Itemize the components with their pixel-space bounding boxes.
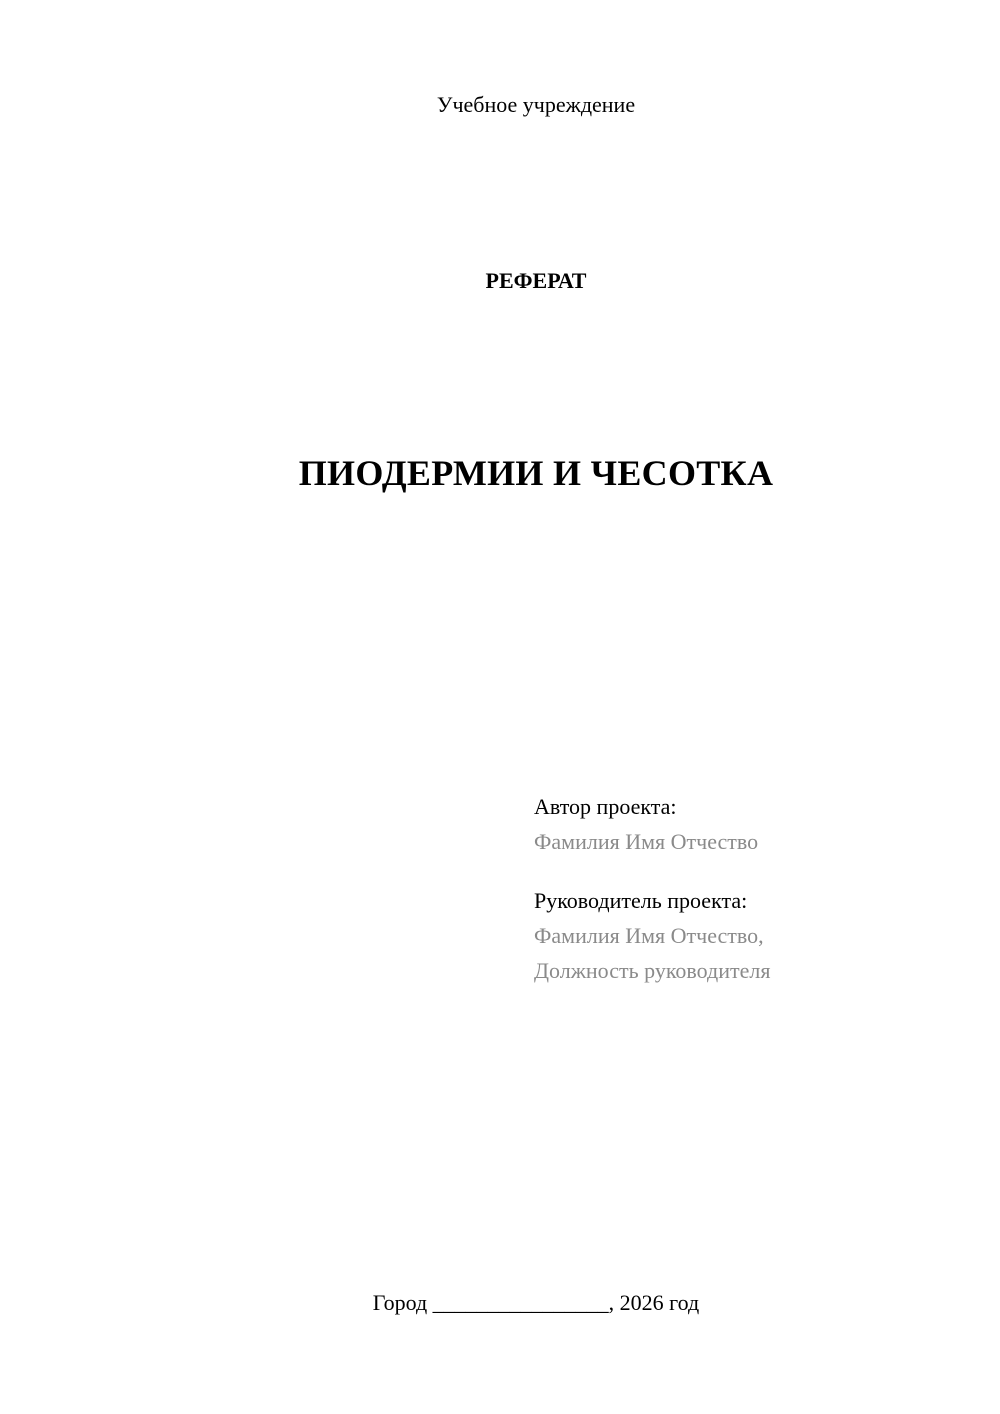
info-spacer xyxy=(534,859,770,883)
author-label: Автор проекта: xyxy=(534,794,677,819)
document-type: РЕФЕРАТ xyxy=(485,268,587,293)
document-title: ПИОДЕРМИИ И ЧЕСОТКА xyxy=(298,453,774,493)
author-name: Фамилия Имя Отчество xyxy=(534,829,759,854)
supervisor-label: Руководитель проекта: xyxy=(534,888,748,913)
city-year-footer: Город ________________, 2026 год xyxy=(372,1290,700,1315)
supervisor-position: Должность руководителя xyxy=(534,958,771,983)
project-info-block xyxy=(534,789,770,988)
institution-name: Учебное учреждение xyxy=(436,92,636,117)
supervisor-name: Фамилия Имя Отчество, xyxy=(534,923,764,948)
